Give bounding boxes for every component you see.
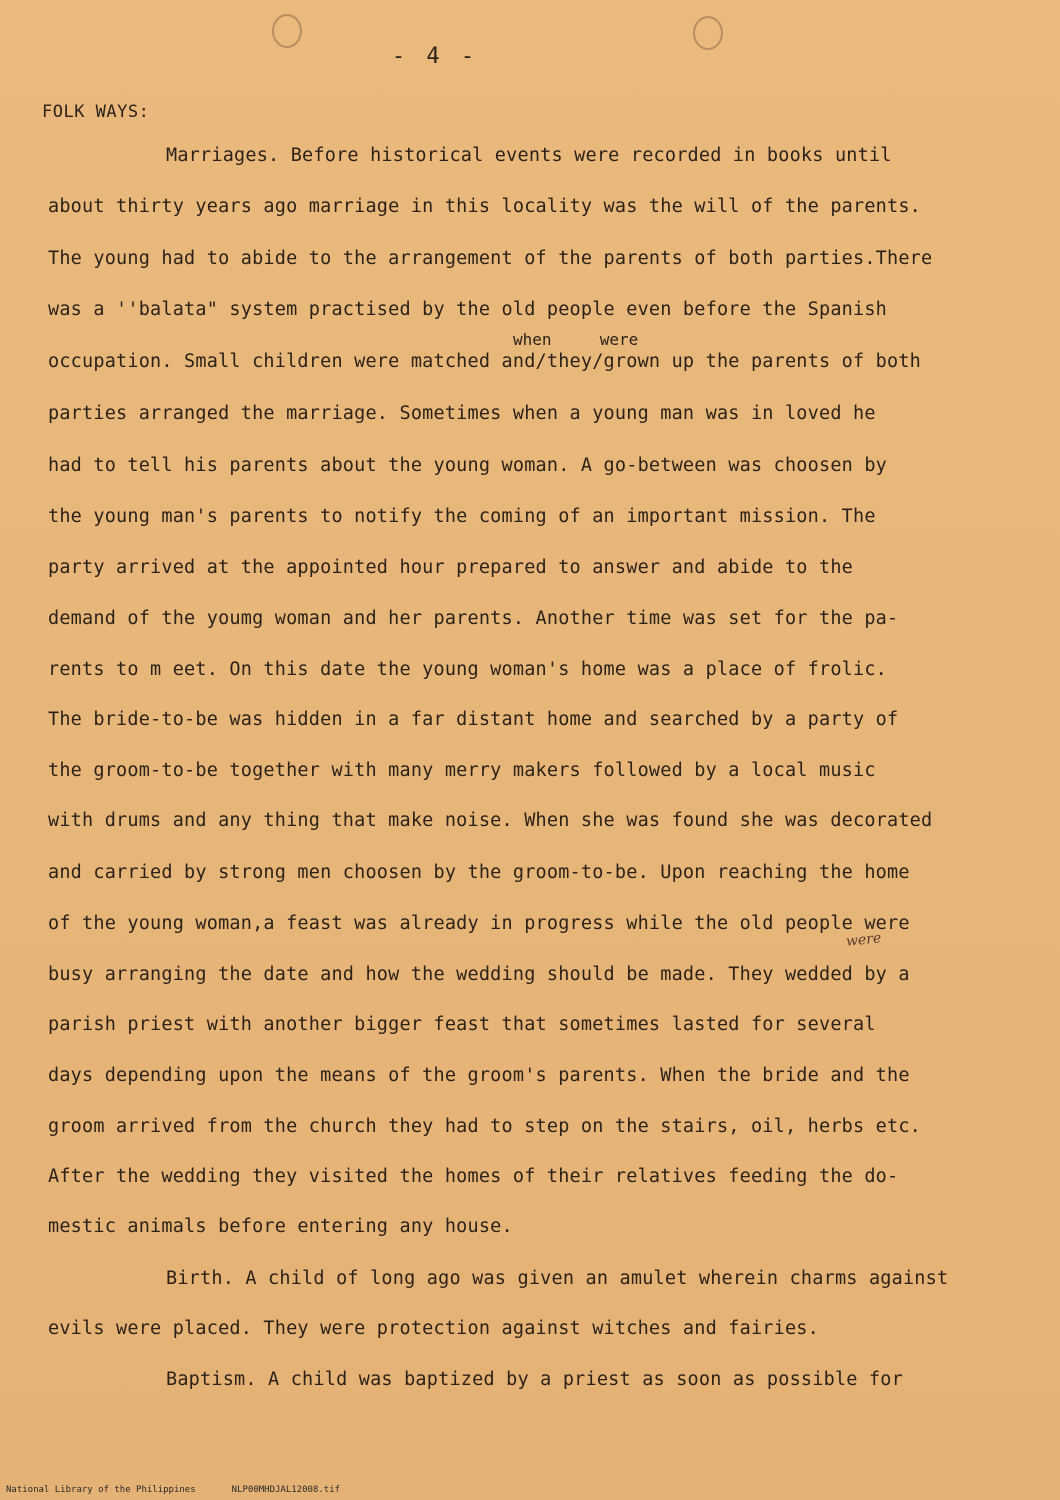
punch-hole-left	[272, 14, 302, 48]
text-line: evils were placed. They were protection against witches and fairies.	[48, 1318, 819, 1339]
handwritten-insertion: were	[845, 930, 882, 950]
section-title: FOLK WAYS:	[42, 102, 150, 122]
text-line: Baptism. A child was baptized by a priest as soon as possible for	[166, 1369, 903, 1390]
text-line: party arrived at the appointed hour prepared to answer and abide to the	[48, 557, 853, 578]
text-line: Birth. A child of long ago was given an amulet wherein charms against	[166, 1268, 949, 1289]
page-number: - 4 -	[391, 44, 479, 69]
text-line: The bride-to-be was hidden in a far distant home and searched by a party of	[48, 709, 899, 730]
footer-institution: National Library of the Philippines	[6, 1485, 196, 1495]
text-line: rents to m eet. On this date the young woman's home was a place of frolic.	[48, 659, 888, 680]
footer-filename: NLP00MHDJAL12008.tif	[231, 1485, 341, 1495]
text-line: about thirty years ago marriage in this locality was the will of the parents.	[48, 196, 922, 217]
interlinear-insertion: when were	[513, 330, 639, 349]
text-line: Marriages. Before historical events were recorded in books until	[166, 145, 892, 166]
text-line: days depending upon the means of the groom's parents. When the bride and the	[48, 1065, 910, 1086]
text-line: demand of the youmg woman and her parents. Another time was set for the pa-	[48, 608, 899, 629]
text-line: mestic animals before entering any house.	[48, 1216, 513, 1237]
text-line: of the young woman,a feast was already in progress while the old people were	[48, 913, 910, 934]
scan-footer	[6, 1485, 376, 1495]
text-line: occupation. Small children were matched and/they/grown up the parents of both	[48, 351, 922, 372]
text-line: The young had to abide to the arrangement of the parents of both parties.There	[48, 248, 933, 269]
text-line: After the wedding they visited the homes of their relatives feeding the do-	[48, 1166, 899, 1187]
text-line: the groom-to-be together with many merry makers followed by a local music	[48, 760, 876, 781]
punch-hole-right	[693, 16, 723, 50]
text-line: with drums and any thing that make noise. When she was found she was decorated	[48, 810, 933, 831]
text-line: and carried by strong men choosen by the groom-to-be. Upon reaching the home	[48, 862, 910, 883]
text-line: parish priest with another bigger feast that sometimes lasted for several	[48, 1014, 876, 1035]
text-line: was a ''balata" system practised by the old people even before the Spanish	[48, 299, 888, 320]
text-line: busy arranging the date and how the wedding should be made. They wedded by a	[48, 964, 910, 985]
text-line: groom arrived from the church they had to step on the stairs, oil, herbs etc.	[48, 1116, 922, 1137]
text-line: parties arranged the marriage. Sometimes when a young man was in loved he	[48, 403, 876, 424]
text-line: had to tell his parents about the young woman. A go-between was choosen by	[48, 455, 888, 476]
text-line: the young man's parents to notify the coming of an important mission. The	[48, 506, 876, 527]
